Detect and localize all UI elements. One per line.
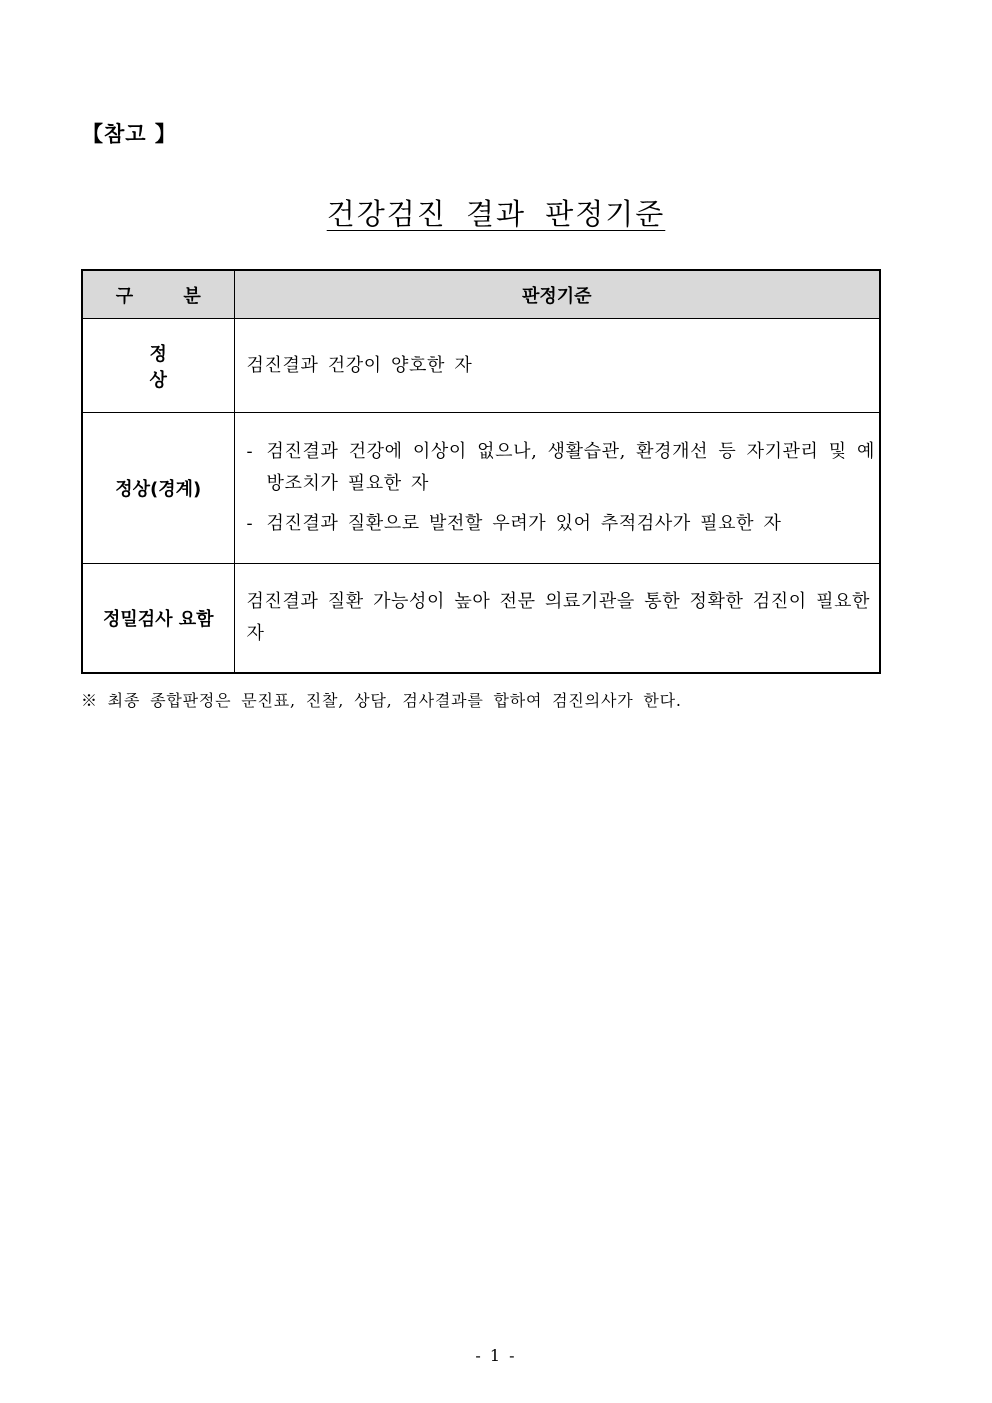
- category-borderline: 정상(경계): [82, 413, 234, 564]
- bullet-text: 검진결과 질환으로 발전할 우려가 있어 추적검사가 필요한 자: [266, 513, 782, 534]
- footnote: ※ 최종 종합판정은 문진표, 진찰, 상담, 검사결과를 합하여 검진의사가 한다.: [81, 691, 682, 710]
- criteria-normal: 검진결과 건강이 양호한 자: [234, 319, 880, 413]
- criteria-borderline: [234, 413, 880, 564]
- bullet-marker: -: [246, 513, 254, 534]
- category-detailed-exam: 정밀검사 요함: [82, 564, 234, 674]
- bullet-marker: -: [246, 441, 254, 462]
- table-header-row: [82, 270, 880, 319]
- table-row: [82, 564, 880, 674]
- table-row: [82, 319, 880, 413]
- judgment-criteria-table: [81, 269, 881, 674]
- category-normal: 정 상: [82, 319, 234, 413]
- document-title-text: 건강검진 결과 판정기준: [326, 197, 666, 231]
- list-item: [247, 508, 876, 540]
- criteria-detailed-exam: 검진결과 질환 가능성이 높아 전문 의료기관을 통한 정확한 검진이 필요한 자: [234, 564, 880, 674]
- header-criteria: 판정기준: [234, 270, 880, 319]
- table-row: [82, 413, 880, 564]
- reference-tag: 【참고 】: [82, 122, 177, 146]
- bullet-text: 검진결과 건강에 이상이 없으나, 생활습관, 환경개선 등 자기관리 및 예방조치가 필요한 자: [266, 441, 875, 494]
- page-number: - 1 -: [475, 1346, 517, 1365]
- document-title: [0, 192, 992, 233]
- header-category: 구 분: [82, 270, 234, 319]
- list-item: [247, 436, 876, 500]
